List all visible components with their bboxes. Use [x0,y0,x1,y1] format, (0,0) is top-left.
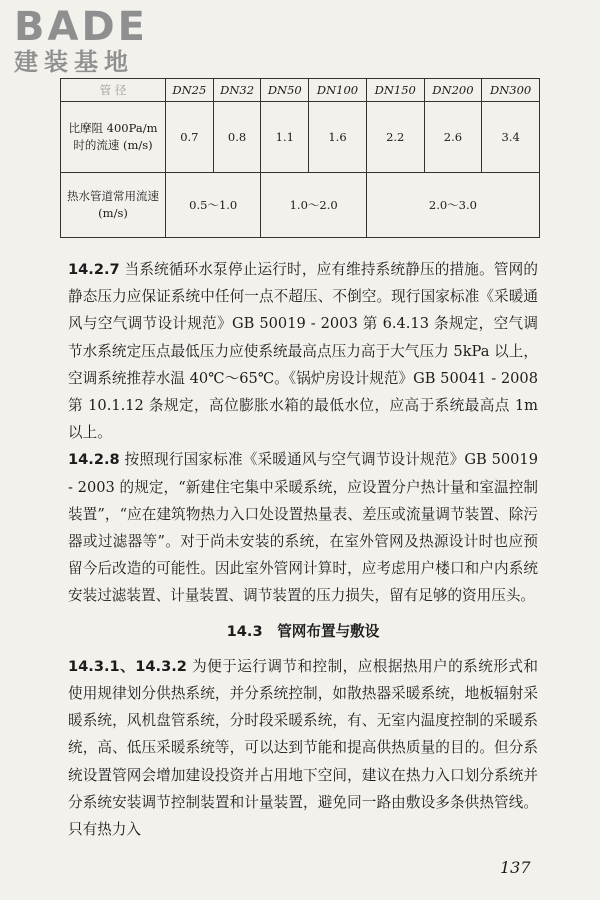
table-cell: 0.5～1.0 [166,173,261,238]
table-header-cell: DN100 [309,79,367,102]
table-header-label: 管 径 [61,79,166,102]
clause-text: 按照现行国家标准《采暖通风与空气调节设计规范》GB 50019 - 2003 的规定，“新建住宅集中采暖系统，应设置分户热计量和室温控制装置”，“应在建筑物热力入口处设置热量表、差压或流量调节装置、除污器或过滤器等”。对于尚未安装的系统，在室外管网及热源设计时也应预留今后改造的可能性。因此室外管网计算时，应考虑用户楼口和户内系统安装过滤装置、计量装置、调节装置的压力损失，留有足够的资用压头。 [68,451,539,605]
table-cell: 0.7 [166,102,214,173]
table-header-cell: DN32 [213,79,261,102]
table-cell: 0.8 [213,102,261,173]
paragraph-14-2-7 [68,256,538,446]
clause-text: 为便于运行调节和控制，应根据热用户的系统形式和使用规律划分供热系统，并分系统控制，如散热器采暖系统，地板辐射采暖系统，风机盘管系统，分时段采暖系统，有、无室内温度控制的采暖系统，高、低压采暖系统等，可以达到节能和提高供热质量的目的。但分系统设置管网会增加建设投资并占用地下空间，建议在热力入口划分系统并分系统安装调节控制装置和计量装置，避免同一路由敷设多条供热管线。只有热力入 [68,657,538,839]
table-cell: 1.1 [261,102,309,173]
paragraph-14-2-8 [68,446,538,609]
table-header-cell: DN25 [166,79,214,102]
table-cell: 2.0～3.0 [366,173,539,238]
table-header-cell: DN50 [261,79,309,102]
section-heading: 14.3 管网布置与敷设 [226,622,380,640]
table-cell: 3.4 [482,102,540,173]
page-number: 137 [500,858,531,877]
flow-velocity-table [60,78,540,238]
paragraph-14-3-1 [68,653,538,843]
table-header-cell: DN300 [482,79,540,102]
table-row [61,173,540,238]
clause-number: 14.2.8 [68,451,120,469]
body-text [68,256,538,843]
table-cell: 2.6 [424,102,482,173]
clause-text: 当系统循环水泵停止运行时，应有维持系统静压的措施。管网的静态压力应保证系统中任何一点不超压、不倒空。现行国家标准《采暖通风与空气调节设计规范》GB 50019 - 2003 第 6.4.13 条规定，空气调节水系统定压点最低压力应使系统最高点压力高于大气压力 5kPa 以上，空调系统推荐水温 40℃～65℃。《锅炉房设计规范》GB 50041 - 2008 第 10.1.12 条规定，高位膨胀水箱的最低水位，应高于系统最高点 1m 以上。 [68,261,538,442]
clause-number: 14.3.1、14.3.2 [68,657,187,675]
brand-logo [14,6,184,76]
table-row [61,102,540,173]
table-header-row [61,79,540,102]
table-header-cell: DN150 [366,79,424,102]
table-row-label: 热水管道常用流速 (m/s) [61,173,166,238]
table-header-cell: DN200 [424,79,482,102]
table-cell: 1.0～2.0 [261,173,366,238]
clause-number: 14.2.7 [68,261,120,278]
table-row-label: 比摩阻 400Pa/m 时的流速 (m/s) [61,102,166,173]
logo-sub-text: 建装基地 [14,48,134,76]
logo-main-text: BADE [14,4,148,50]
table-cell: 2.2 [366,102,424,173]
table-cell: 1.6 [309,102,367,173]
